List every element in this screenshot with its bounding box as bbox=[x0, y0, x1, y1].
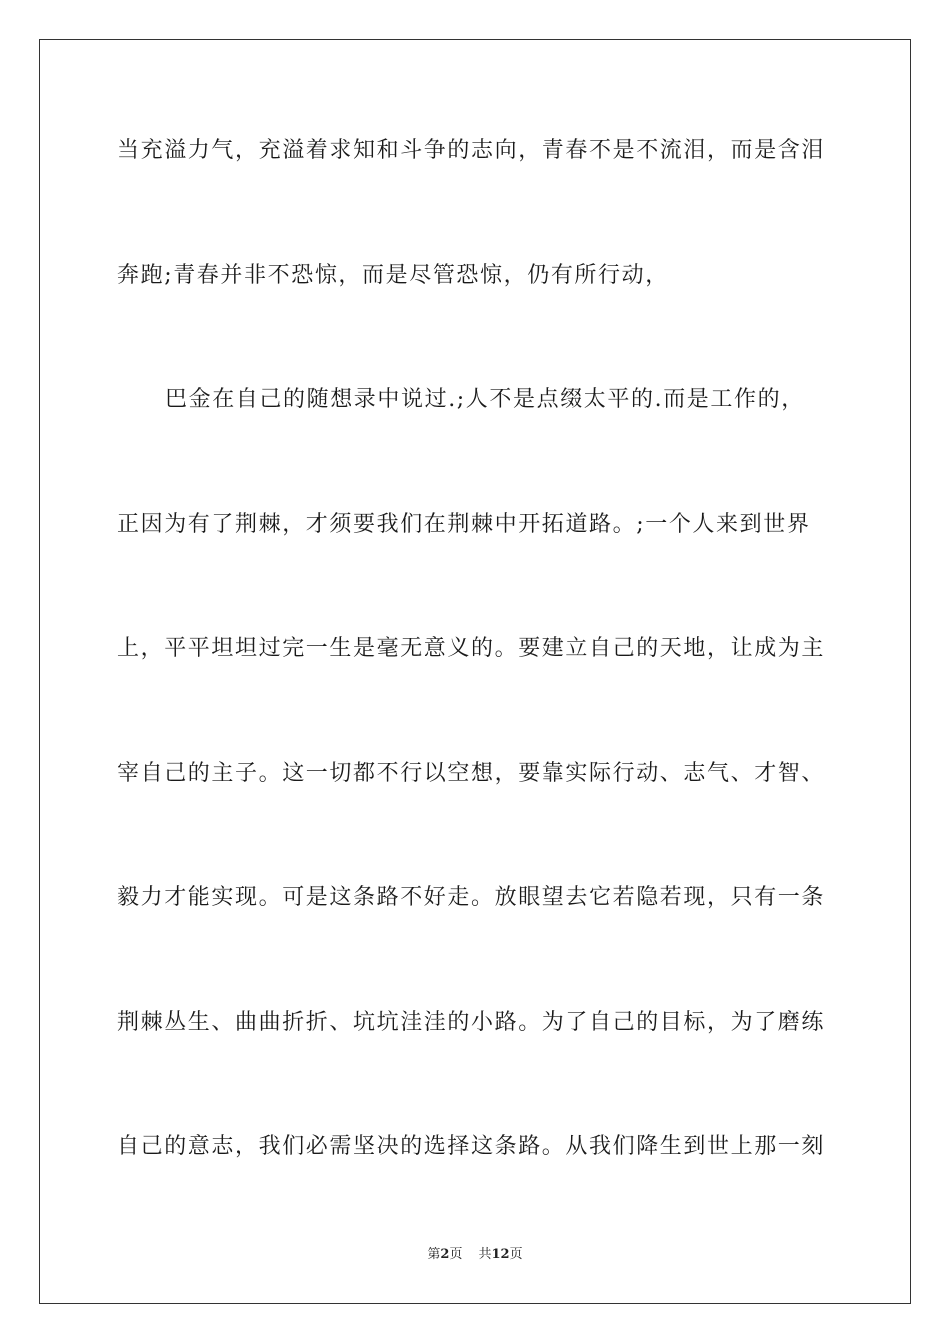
body-text-line-4: 正因为有了荆棘，才须要我们在荆棘中开拓道路。;一个人来到世界 bbox=[117, 512, 811, 537]
body-text-line-9: 自己的意志，我们必需坚决的选择这条路。从我们降生到世上那一刻 bbox=[117, 1134, 826, 1159]
total-pages: 12 bbox=[491, 1247, 510, 1262]
body-text-line-6: 宰自己的主子。这一切都不行以空想，要靠实际行动、志气、才智、 bbox=[117, 761, 826, 786]
body-text-line-2: 奔跑;青春并非不恐惊，而是尽管恐惊，仍有所行动， bbox=[117, 263, 669, 288]
body-text-line-5: 上，平平坦坦过完一生是毫无意义的。要建立自己的天地，让成为主 bbox=[117, 636, 826, 661]
page-border bbox=[39, 39, 911, 1304]
page-number-prefix: 第 bbox=[427, 1247, 441, 1262]
body-text-line-7: 毅力才能实现。可是这条路不好走。放眼望去它若隐若现，只有一条 bbox=[117, 885, 826, 910]
page-number: 2 bbox=[440, 1247, 450, 1262]
body-text-line-1: 当充溢力气，充溢着求知和斗争的志向，青春不是不流泪，而是含泪 bbox=[117, 138, 826, 163]
total-pages-suffix: 页 bbox=[509, 1247, 523, 1262]
total-pages-prefix: 共 bbox=[478, 1247, 492, 1262]
body-text-line-8: 荆棘丛生、曲曲折折、坑坑洼洼的小路。为了自己的目标，为了磨练 bbox=[117, 1010, 826, 1035]
page-number-suffix: 页 bbox=[449, 1247, 463, 1262]
body-text-line-3: 巴金在自己的随想录中说过.;人不是点缀太平的.而是工作的， bbox=[165, 387, 805, 412]
page-footer bbox=[0, 1246, 950, 1264]
